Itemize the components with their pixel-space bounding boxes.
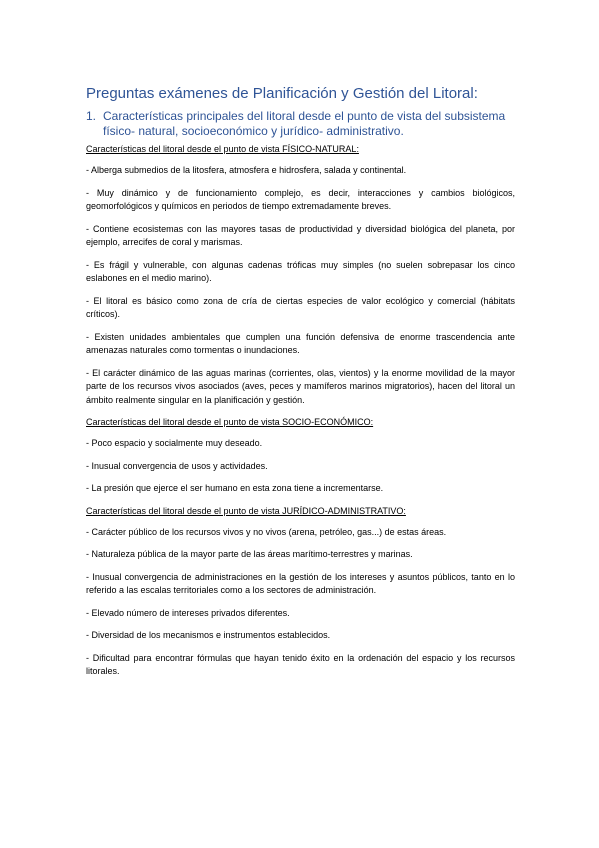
- list-item: - Elevado número de intereses privados diferentes.: [86, 607, 290, 618]
- list-item: - El carácter dinámico de las aguas marinas (corrientes, olas, vientos) y la enorme movilidad de la mayor parte de los recursos vivos asociados (aves, peces y mamíferos marinos migratorios), hacen del litoral un ámbito realmente singular en la planificación y gestión.: [86, 367, 515, 405]
- list-item: - Naturaleza pública de la mayor parte de las áreas marítimo-terrestres y marinas.: [86, 549, 413, 559]
- list-item: - Inusual convergencia de usos y actividades.: [86, 460, 268, 471]
- section-heading: Características del litoral desde el punto de vista FÍSICO-NATURAL:: [86, 144, 359, 154]
- list-item: - El litoral es básico como zona de cría de ciertas especies de valor ecológico y comercial (hábitats críticos).: [86, 295, 515, 319]
- list-item: - La presión que ejerce el ser humano en esta zona tiene a incrementarse.: [86, 483, 384, 493]
- section-heading: Características del litoral desde el punto de vista SOCIO-ECONÓMICO:: [86, 417, 374, 427]
- list-item: - Dificultad para encontrar fórmulas que hayan tenido éxito en la ordenación del espacio y los recursos litorales.: [86, 652, 515, 676]
- section-heading: Características del litoral desde el punto de vista JURÍDICO-ADMINISTRATIVO:: [86, 505, 406, 516]
- list-item: - Alberga submedios de la litosfera, atmosfera e hidrosfera, salada y continental.: [86, 165, 407, 175]
- section-juridico-administrativo: [86, 505, 515, 679]
- list-item: - Inusual convergencia de administraciones en la gestión de los intereses y asuntos públicos, tanto en lo referido a las escalas territoriales como a los sectores de administración.: [86, 571, 515, 595]
- list-item: - Contiene ecosistemas con las mayores tasas de productividad y diversidad biológica del planeta, por ejemplo, arrecifes de coral y marismas.: [86, 223, 515, 247]
- section-fisico-natural: [86, 143, 515, 407]
- list-item: - Muy dinámico y de funcionamiento complejo, es decir, interacciones y cambios biológicos, geomorfológicos y químicos en periodos de tiempo extremadamente breves.: [86, 187, 515, 211]
- question-text: Características principales del litoral desde el punto de vista del subsistema físico- natural, socioeconómico y jurídico- administrativo.: [103, 109, 506, 138]
- section-socio-economico: [86, 416, 515, 496]
- list-item: - Existen unidades ambientales que cumplen una función defensiva de enorme trascendencia ante amenazas naturales como tormentas o inundaciones.: [86, 331, 515, 355]
- document-title: Preguntas exámenes de Planificación y Gestión del Litoral:: [86, 85, 478, 102]
- list-item: - Poco espacio y socialmente muy deseado.: [86, 438, 263, 448]
- question-1: [86, 109, 515, 139]
- document-page: [86, 84, 515, 688]
- list-item: - Diversidad de los mecanismos e instrumentos establecidos.: [86, 630, 331, 640]
- list-item: - Carácter público de los recursos vivos y no vivos (arena, petróleo, gas...) de estas áreas.: [86, 526, 447, 537]
- question-number: 1.: [86, 109, 97, 123]
- list-item: - Es frágil y vulnerable, con algunas cadenas tróficas muy simples (no suelen sobrepasar los cinco eslabones en el medio marino).: [86, 259, 515, 283]
